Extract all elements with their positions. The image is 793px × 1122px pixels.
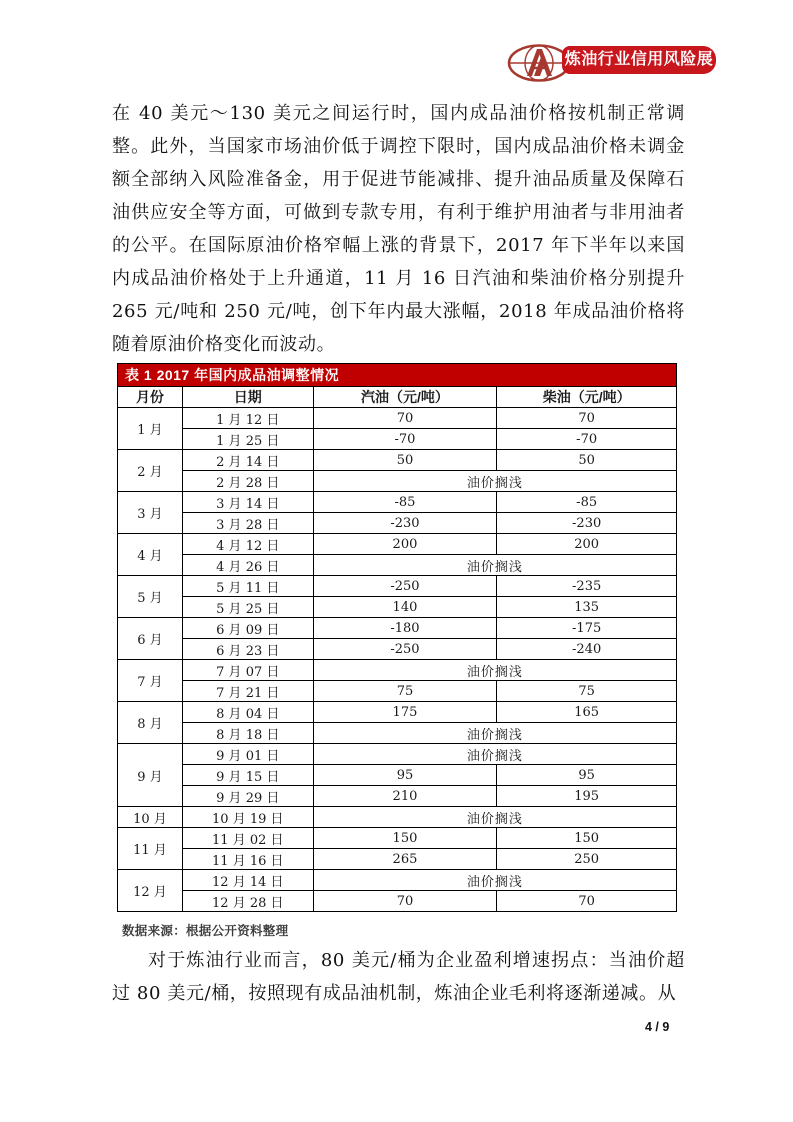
date-cell: 1 月 12 日 — [182, 408, 313, 429]
diesel-value-cell: 50 — [497, 450, 677, 471]
table-title: 表 1 2017 年国内成品油调整情况 — [117, 363, 677, 386]
diesel-value-cell: 195 — [497, 786, 677, 807]
gasoline-value-cell: -70 — [313, 429, 497, 450]
gasoline-value-cell: 210 — [313, 786, 497, 807]
date-cell: 10 月 19 日 — [182, 807, 313, 828]
table-header-row — [118, 387, 677, 408]
month-cell: 7 月 — [118, 660, 183, 702]
month-cell: 8 月 — [118, 702, 183, 744]
table-row — [118, 849, 677, 870]
diesel-value-cell: -235 — [497, 576, 677, 597]
body-paragraph-2: 对于炼油行业而言，80 美元/桶为企业盈利增速拐点：当油价超过 80 美元/桶，按照现有成品油机制，炼油企业毛利将逐渐递减。从 — [112, 950, 685, 1004]
table-row — [118, 807, 677, 828]
table-row — [118, 681, 677, 702]
table-row — [118, 702, 677, 723]
table-row — [118, 408, 677, 429]
col-header-gasoline: 汽油（元/吨） — [313, 387, 497, 408]
date-cell: 3 月 14 日 — [182, 492, 313, 513]
body-paragraph-1: 在 40 美元～130 美元之间运行时，国内成品油价格按机制正常调整。此外，当国家市场油价低于调控下限时，国内成品油价格未调金额全部纳入风险准备金，用于促进节能减排、提升油品质量及保障石油供应安全等方面，可做到专款专用，有利于维护用油者与非用油者的公平。在国际原油价格窄幅上涨的背景下，2017 年下半年以来国内成品油价格处于上升通道，11 月 16 日汽油和柴油价格分别提升 265 元/吨和 250 元/吨，创下年内最大涨幅，2018 年成品油价格将随着原油价格变化而波动。 — [112, 103, 685, 355]
gasoline-value-cell: 75 — [313, 681, 497, 702]
price-stranded-cell: 油价搁浅 — [313, 660, 676, 681]
month-cell: 5 月 — [118, 576, 183, 618]
date-cell: 6 月 23 日 — [182, 639, 313, 660]
date-cell: 2 月 14 日 — [182, 450, 313, 471]
date-cell: 9 月 15 日 — [182, 765, 313, 786]
diesel-value-cell: 250 — [497, 849, 677, 870]
month-cell: 6 月 — [118, 618, 183, 660]
table-row — [118, 744, 677, 765]
gasoline-value-cell: -180 — [313, 618, 497, 639]
table-row — [118, 513, 677, 534]
table-row — [118, 555, 677, 576]
date-cell: 4 月 12 日 — [182, 534, 313, 555]
table-row — [118, 723, 677, 744]
diesel-value-cell: -240 — [497, 639, 677, 660]
diesel-value-cell: 200 — [497, 534, 677, 555]
date-cell: 9 月 29 日 — [182, 786, 313, 807]
gasoline-value-cell: -85 — [313, 492, 497, 513]
table-row — [118, 786, 677, 807]
month-cell: 4 月 — [118, 534, 183, 576]
price-stranded-cell: 油价搁浅 — [313, 723, 676, 744]
date-cell: 5 月 11 日 — [182, 576, 313, 597]
gasoline-value-cell: -250 — [313, 576, 497, 597]
diesel-value-cell: 150 — [497, 828, 677, 849]
gasoline-value-cell: 70 — [313, 408, 497, 429]
col-header-date: 日期 — [182, 387, 313, 408]
diesel-value-cell: -85 — [497, 492, 677, 513]
date-cell: 1 月 25 日 — [182, 429, 313, 450]
month-cell: 1 月 — [118, 408, 183, 450]
month-cell: 2 月 — [118, 450, 183, 492]
diesel-value-cell: -230 — [497, 513, 677, 534]
table-row — [118, 492, 677, 513]
month-cell: 12 月 — [118, 870, 183, 912]
gasoline-value-cell: -250 — [313, 639, 497, 660]
price-stranded-cell: 油价搁浅 — [313, 744, 676, 765]
table-row — [118, 828, 677, 849]
data-source-note: 数据来源：根据公开资料整理 — [122, 924, 289, 938]
table-row — [118, 765, 677, 786]
oil-table-body — [118, 408, 677, 912]
month-cell: 3 月 — [118, 492, 183, 534]
table-row — [118, 576, 677, 597]
report-title-badge: 炼油行业信用风险展望 — [562, 46, 716, 74]
oil-table — [117, 386, 677, 912]
table-row — [118, 429, 677, 450]
gasoline-value-cell: -230 — [313, 513, 497, 534]
price-stranded-cell: 油价搁浅 — [313, 870, 676, 891]
diesel-value-cell: 135 — [497, 597, 677, 618]
table-row — [118, 597, 677, 618]
date-cell: 7 月 21 日 — [182, 681, 313, 702]
date-cell: 12 月 28 日 — [182, 891, 313, 912]
page-number: 4 / 9 — [645, 1020, 670, 1034]
diesel-value-cell: 70 — [497, 408, 677, 429]
date-cell: 5 月 25 日 — [182, 597, 313, 618]
table-row — [118, 639, 677, 660]
gasoline-value-cell: 265 — [313, 849, 497, 870]
price-stranded-cell: 油价搁浅 — [313, 807, 676, 828]
diesel-value-cell: 95 — [497, 765, 677, 786]
oil-price-adjustment-table — [117, 363, 677, 912]
col-header-month: 月份 — [118, 387, 183, 408]
diesel-value-cell: -70 — [497, 429, 677, 450]
date-cell: 11 月 16 日 — [182, 849, 313, 870]
date-cell: 11 月 02 日 — [182, 828, 313, 849]
date-cell: 3 月 28 日 — [182, 513, 313, 534]
date-cell: 8 月 04 日 — [182, 702, 313, 723]
table-row — [118, 534, 677, 555]
price-stranded-cell: 油价搁浅 — [313, 555, 676, 576]
table-row — [118, 618, 677, 639]
gasoline-value-cell: 150 — [313, 828, 497, 849]
gasoline-value-cell: 50 — [313, 450, 497, 471]
date-cell: 4 月 26 日 — [182, 555, 313, 576]
diesel-value-cell: 165 — [497, 702, 677, 723]
price-stranded-cell: 油价搁浅 — [313, 471, 676, 492]
col-header-diesel: 柴油（元/吨） — [497, 387, 677, 408]
table-row — [118, 891, 677, 912]
date-cell: 2 月 28 日 — [182, 471, 313, 492]
date-cell: 9 月 01 日 — [182, 744, 313, 765]
diesel-value-cell: -175 — [497, 618, 677, 639]
date-cell: 8 月 18 日 — [182, 723, 313, 744]
gasoline-value-cell: 200 — [313, 534, 497, 555]
gasoline-value-cell: 140 — [313, 597, 497, 618]
diesel-value-cell: 75 — [497, 681, 677, 702]
table-row — [118, 870, 677, 891]
table-row — [118, 450, 677, 471]
date-cell: 6 月 09 日 — [182, 618, 313, 639]
date-cell: 12 月 14 日 — [182, 870, 313, 891]
gasoline-value-cell: 95 — [313, 765, 497, 786]
month-cell: 11 月 — [118, 828, 183, 870]
gasoline-value-cell: 70 — [313, 891, 497, 912]
date-cell: 7 月 07 日 — [182, 660, 313, 681]
diesel-value-cell: 70 — [497, 891, 677, 912]
month-cell: 9 月 — [118, 744, 183, 807]
table-row — [118, 660, 677, 681]
table-row — [118, 471, 677, 492]
gasoline-value-cell: 175 — [313, 702, 497, 723]
month-cell: 10 月 — [118, 807, 183, 828]
